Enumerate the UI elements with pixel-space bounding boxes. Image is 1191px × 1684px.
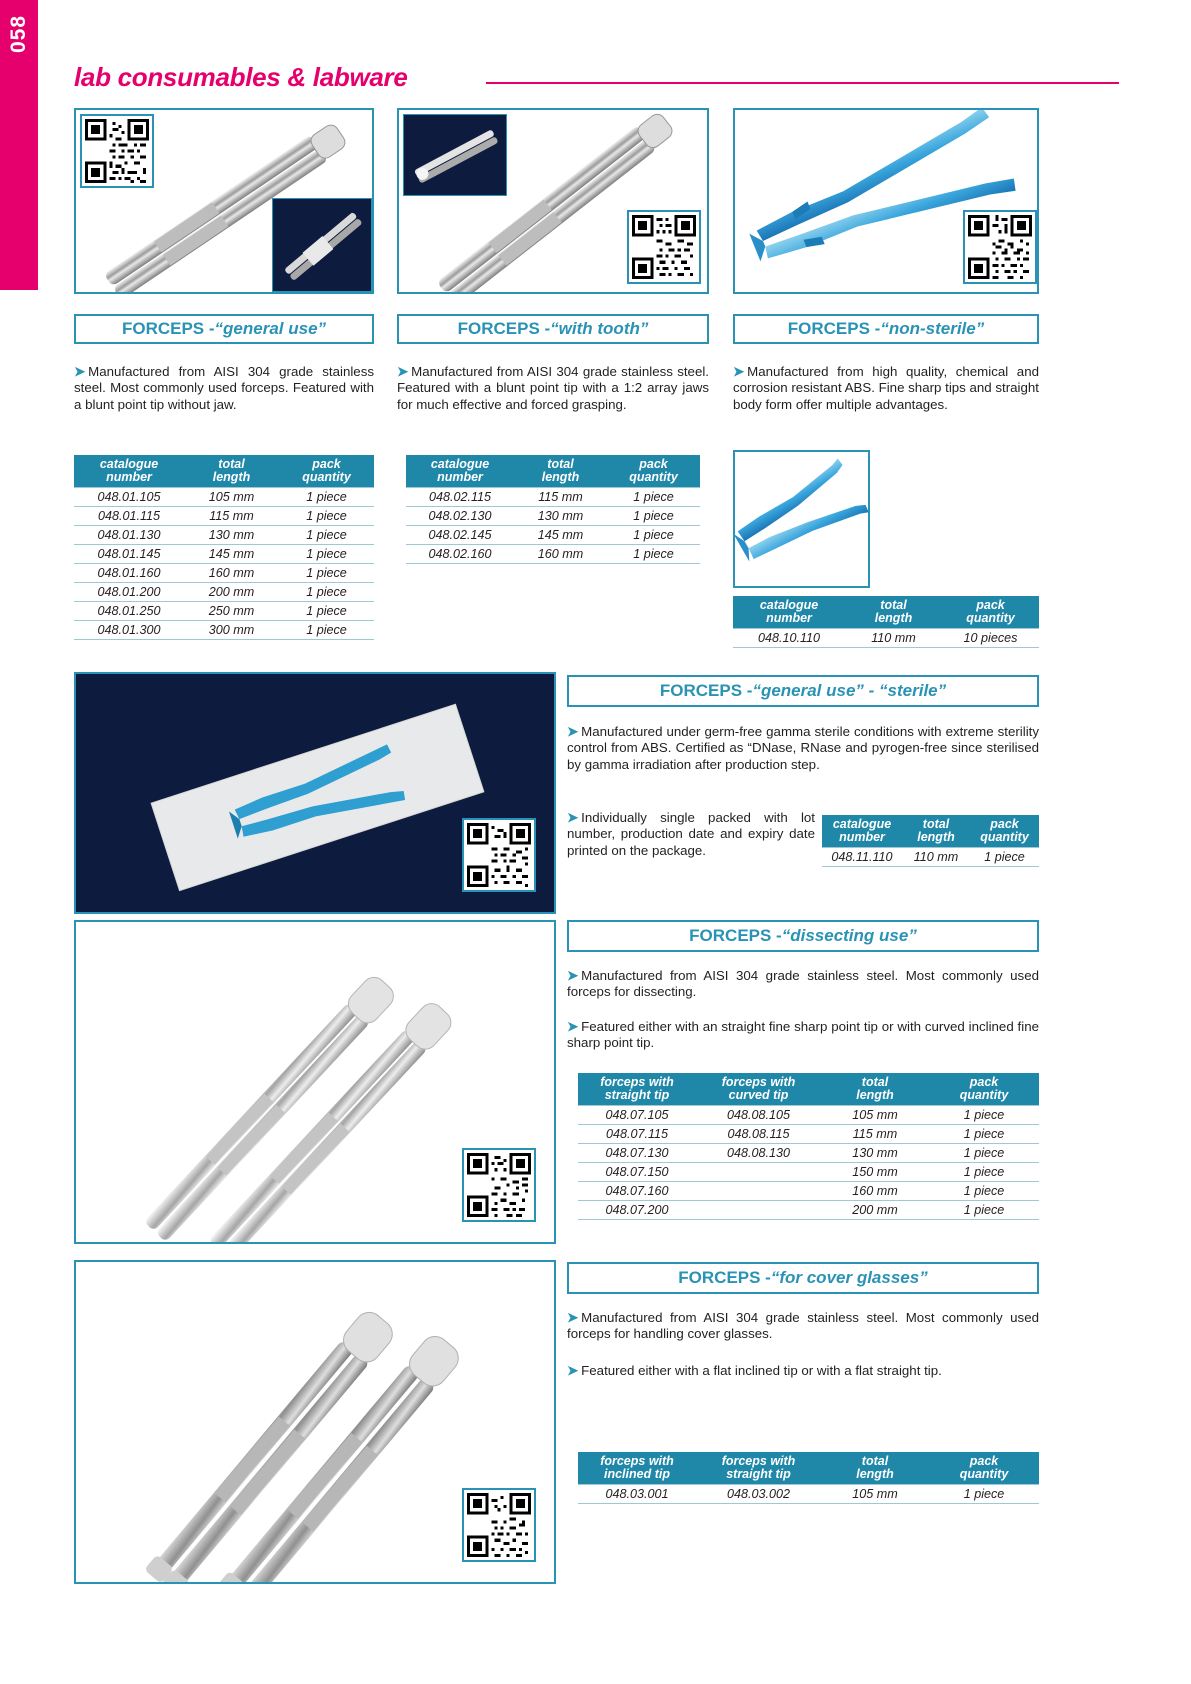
col-forceps-inclined-tip: forceps with inclined tip — [578, 1452, 696, 1485]
qr-code-general-use[interactable] — [80, 114, 154, 188]
table-row — [406, 488, 700, 507]
cell-length: 115 mm — [821, 1125, 929, 1144]
table-with-tooth — [406, 455, 700, 564]
qr-code-icon — [467, 1493, 531, 1557]
section-title-cover-glasses-main: FORCEPS - — [678, 1268, 771, 1287]
cell-pack: 1 piece — [279, 488, 374, 507]
page-side-tab — [0, 0, 38, 290]
table-row — [578, 1485, 1039, 1504]
qr-code-non-sterile[interactable] — [963, 210, 1037, 284]
cell-straight: 048.07.130 — [578, 1144, 696, 1163]
col-total-length: total length — [821, 1452, 929, 1485]
cell-catalogue: 048.02.145 — [406, 526, 514, 545]
cell-pack: 1 piece — [929, 1201, 1039, 1220]
description-dissecting-2 — [567, 1019, 1039, 1052]
cell-catalogue: 048.01.200 — [74, 583, 184, 602]
cell-catalogue: 048.02.115 — [406, 488, 514, 507]
cell-length: 105 mm — [821, 1106, 929, 1125]
cell-pack: 1 piece — [279, 507, 374, 526]
col-catalogue-number: catalogue number — [406, 455, 514, 488]
table-header-row — [578, 1452, 1039, 1485]
col-pack-quantity: pack quantity — [929, 1073, 1039, 1106]
cell-pack: 1 piece — [929, 1106, 1039, 1125]
cell-catalogue: 048.01.250 — [74, 602, 184, 621]
cell-catalogue: 048.01.115 — [74, 507, 184, 526]
cell-curved: 048.08.115 — [696, 1125, 821, 1144]
cell-length: 105 mm — [821, 1485, 929, 1504]
description-sterile-2 — [567, 810, 815, 859]
section-title-with-tooth — [397, 314, 709, 344]
cell-straight: 048.07.115 — [578, 1125, 696, 1144]
description-cover-glasses-2 — [567, 1363, 1039, 1379]
table-row — [74, 526, 374, 545]
col-catalogue-number: catalogue number — [822, 815, 902, 848]
table-header-row — [733, 596, 1039, 629]
table-header-row — [578, 1073, 1039, 1106]
table-row — [406, 507, 700, 526]
bullet-arrow-icon: ➤ — [567, 1363, 579, 1378]
table-row — [74, 507, 374, 526]
cell-length: 105 mm — [184, 488, 279, 507]
table-row — [74, 602, 374, 621]
qr-code-icon — [968, 215, 1032, 279]
section-title-with-tooth-main: FORCEPS - — [457, 319, 551, 338]
description-non-sterile-text: Manufactured from high quality, chemical and corrosion resistant ABS. Fine sharp tips and straight body form offer multiple advantages. — [733, 364, 1039, 412]
cell-catalogue: 048.01.160 — [74, 564, 184, 583]
qr-code-icon — [467, 823, 531, 887]
cell-pack: 10 pieces — [942, 629, 1039, 648]
cell-pack: 1 piece — [929, 1125, 1039, 1144]
cell-pack: 1 piece — [929, 1144, 1039, 1163]
cell-length: 200 mm — [184, 583, 279, 602]
section-title-with-tooth-quoted: “with tooth” — [550, 319, 649, 338]
bullet-arrow-icon: ➤ — [567, 1019, 579, 1034]
tooth-tip-closeup — [404, 115, 508, 197]
product-image-with-tooth-inset — [403, 114, 507, 196]
section-title-non-sterile-main: FORCEPS - — [787, 319, 881, 338]
col-total-length: total length — [821, 1073, 929, 1106]
col-catalogue-number: catalogue number — [733, 596, 845, 629]
table-row — [578, 1163, 1039, 1182]
cell-length: 150 mm — [821, 1163, 929, 1182]
table-row — [406, 526, 700, 545]
col-catalogue-number: catalogue number — [74, 455, 184, 488]
cell-pack: 1 piece — [279, 545, 374, 564]
cell-catalogue: 048.01.130 — [74, 526, 184, 545]
bullet-arrow-icon: ➤ — [733, 364, 745, 379]
description-general-use-text: Manufactured from AISI 304 grade stainless steel. Most commonly used forceps. Featured with a blunt point tip without jaw. — [74, 364, 374, 412]
bullet-arrow-icon: ➤ — [567, 968, 579, 983]
cell-length: 130 mm — [184, 526, 279, 545]
page-header — [74, 62, 1119, 96]
qr-code-sterile[interactable] — [462, 818, 536, 892]
cell-length: 145 mm — [514, 526, 607, 545]
description-with-tooth-text: Manufactured from AISI 304 grade stainless steel. Featured with a blunt point tip with a 1:2 array jaws for much effective and forced grasping. — [397, 364, 709, 412]
cell-length: 160 mm — [184, 564, 279, 583]
cell-length: 160 mm — [514, 545, 607, 564]
page-title: lab consumables & labware — [74, 62, 408, 92]
cell-length: 250 mm — [184, 602, 279, 621]
description-with-tooth — [397, 364, 709, 413]
description-cover-glasses-1 — [567, 1310, 1039, 1343]
cell-curved — [696, 1201, 821, 1220]
cell-catalogue: 048.10.110 — [733, 629, 845, 648]
table-row — [74, 488, 374, 507]
section-title-general-use-main: FORCEPS - — [121, 319, 215, 338]
description-general-use — [74, 364, 374, 413]
table-sterile — [822, 815, 1039, 867]
cell-length: 300 mm — [184, 621, 279, 640]
table-row — [578, 1144, 1039, 1163]
section-title-dissecting-quoted: “dissecting use” — [781, 926, 917, 945]
cell-catalogue: 048.02.130 — [406, 507, 514, 526]
table-cover-glasses — [578, 1452, 1039, 1504]
cell-straight: 048.07.200 — [578, 1201, 696, 1220]
section-title-non-sterile-quoted: “non-sterile” — [880, 319, 985, 338]
cell-pack: 1 piece — [929, 1163, 1039, 1182]
cell-catalogue: 048.01.145 — [74, 545, 184, 564]
col-forceps-curved-tip: forceps with curved tip — [696, 1073, 821, 1106]
table-dissecting — [578, 1073, 1039, 1220]
cell-length: 115 mm — [514, 488, 607, 507]
cell-curved: 048.08.105 — [696, 1106, 821, 1125]
product-image-general-use-inset — [272, 198, 372, 292]
qr-code-icon — [85, 119, 149, 183]
section-title-cover-glasses — [567, 1262, 1039, 1294]
table-row — [74, 583, 374, 602]
cell-length: 130 mm — [514, 507, 607, 526]
cell-curved: 048.08.130 — [696, 1144, 821, 1163]
section-title-general-use — [74, 314, 374, 344]
cell-pack: 1 piece — [607, 526, 700, 545]
qr-code-with-tooth[interactable] — [627, 210, 701, 284]
cell-catalogue: 048.01.105 — [74, 488, 184, 507]
bullet-arrow-icon: ➤ — [397, 364, 409, 379]
table-row — [74, 545, 374, 564]
cell-pack: 1 piece — [970, 848, 1039, 867]
table-header-row — [74, 455, 374, 488]
cell-catalogue: 048.01.300 — [74, 621, 184, 640]
cell-pack: 1 piece — [279, 564, 374, 583]
cell-length: 130 mm — [821, 1144, 929, 1163]
bullet-arrow-icon: ➤ — [567, 724, 579, 739]
cell-pack: 1 piece — [607, 507, 700, 526]
table-row — [74, 564, 374, 583]
cell-pack: 1 piece — [929, 1485, 1039, 1504]
table-row — [733, 629, 1039, 648]
cell-inclined: 048.03.001 — [578, 1485, 696, 1504]
bullet-arrow-icon: ➤ — [567, 1310, 579, 1325]
col-pack-quantity: pack quantity — [607, 455, 700, 488]
qr-code-cover-glasses[interactable] — [462, 1488, 536, 1562]
product-image-non-sterile-detail — [733, 450, 870, 588]
section-title-non-sterile — [733, 314, 1039, 344]
table-row — [822, 848, 1039, 867]
bullet-arrow-icon: ➤ — [567, 810, 579, 825]
bullet-arrow-icon: ➤ — [74, 364, 86, 379]
col-pack-quantity: pack quantity — [942, 596, 1039, 629]
table-row — [578, 1201, 1039, 1220]
header-rule — [486, 82, 1119, 84]
cell-pack: 1 piece — [279, 526, 374, 545]
cell-catalogue: 048.02.160 — [406, 545, 514, 564]
table-row — [578, 1182, 1039, 1201]
cell-pack: 1 piece — [607, 488, 700, 507]
cell-pack: 1 piece — [929, 1182, 1039, 1201]
section-title-cover-glasses-quoted: “for cover glasses” — [770, 1268, 928, 1287]
col-total-length: total length — [184, 455, 279, 488]
cell-length: 160 mm — [821, 1182, 929, 1201]
table-general-use — [74, 455, 374, 640]
qr-code-dissecting[interactable] — [462, 1148, 536, 1222]
section-title-general-use-quoted: “general use” — [214, 319, 327, 338]
forceps-tip-closeup — [273, 199, 373, 293]
description-cover-glasses-1-text: Manufactured from AISI 304 grade stainless steel. Most commonly used forceps for handling cover glasses. — [567, 1310, 1039, 1342]
description-sterile-1 — [567, 724, 1039, 773]
plastic-forceps-detail-illustration — [735, 452, 868, 586]
section-title-sterile-quoted: “general use” - “sterile” — [752, 681, 947, 700]
qr-code-icon — [632, 215, 696, 279]
description-dissecting-1 — [567, 968, 1039, 1001]
description-cover-glasses-2-text: Featured either with a flat inclined tip or with a flat straight tip. — [581, 1363, 942, 1378]
col-pack-quantity: pack quantity — [279, 455, 374, 488]
table-header-row — [822, 815, 1039, 848]
section-title-sterile-main: FORCEPS - — [659, 681, 753, 700]
table-row — [74, 621, 374, 640]
col-total-length: total length — [514, 455, 607, 488]
cell-pack: 1 piece — [279, 602, 374, 621]
cell-pack: 1 piece — [279, 583, 374, 602]
col-pack-quantity: pack quantity — [929, 1452, 1039, 1485]
cell-straight: 048.07.160 — [578, 1182, 696, 1201]
section-title-dissecting — [567, 920, 1039, 952]
col-total-length: total length — [845, 596, 942, 629]
section-title-dissecting-main: FORCEPS - — [689, 926, 782, 945]
table-row — [406, 545, 700, 564]
cell-length: 110 mm — [902, 848, 970, 867]
col-forceps-straight-tip: forceps with straight tip — [578, 1073, 696, 1106]
description-dissecting-1-text: Manufactured from AISI 304 grade stainless steel. Most commonly used forceps for dissecting. — [567, 968, 1039, 1000]
table-non-sterile — [733, 596, 1039, 648]
description-dissecting-2-text: Featured either with an straight fine sharp point tip or with curved inclined fine sharp point tip. — [567, 1019, 1039, 1051]
cell-catalogue: 048.11.110 — [822, 848, 902, 867]
description-sterile-2-text: Individually single packed with lot number, production date and expiry date printed on the package. — [567, 810, 815, 858]
cell-curved — [696, 1182, 821, 1201]
col-total-length: total length — [902, 815, 970, 848]
description-sterile-1-text: Manufactured under germ-free gamma sterile conditions with extreme sterility control from ABS. Certified as “DNase, RNase and pyrogen-free since sterilised by gamma irradiation after production step. — [567, 724, 1039, 772]
cell-pack: 1 piece — [607, 545, 700, 564]
section-title-sterile — [567, 675, 1039, 707]
table-row — [578, 1125, 1039, 1144]
cell-straight: 048.07.150 — [578, 1163, 696, 1182]
table-row — [578, 1106, 1039, 1125]
cell-straight: 048.07.105 — [578, 1106, 696, 1125]
cell-length: 200 mm — [821, 1201, 929, 1220]
qr-code-icon — [467, 1153, 531, 1217]
cell-pack: 1 piece — [279, 621, 374, 640]
cell-length: 145 mm — [184, 545, 279, 564]
cell-length: 110 mm — [845, 629, 942, 648]
cell-straight: 048.03.002 — [696, 1485, 821, 1504]
page-number: 058 — [7, 14, 30, 54]
col-pack-quantity: pack quantity — [970, 815, 1039, 848]
table-header-row — [406, 455, 700, 488]
col-forceps-straight-tip: forceps with straight tip — [696, 1452, 821, 1485]
cell-curved — [696, 1163, 821, 1182]
description-non-sterile — [733, 364, 1039, 413]
cell-length: 115 mm — [184, 507, 279, 526]
